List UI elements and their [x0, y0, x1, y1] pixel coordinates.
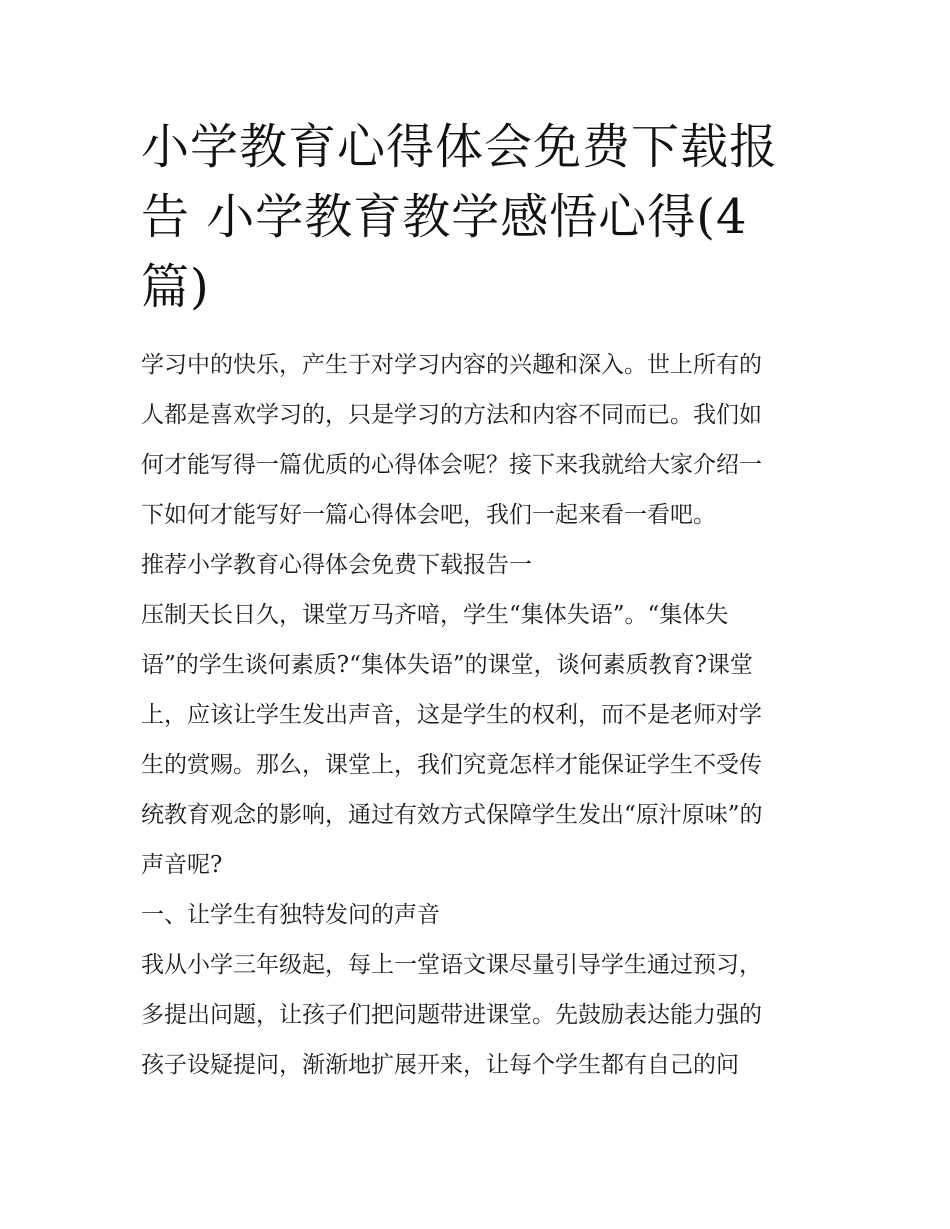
paragraph-line: 语”的学生谈何素质?“集体失语”的课堂，谈何素质教育?课堂: [141, 652, 753, 678]
section-heading: 推荐小学教育心得体会免费下载报告一: [141, 552, 532, 578]
paragraph-line: 上，应该让学生发出声音，这是学生的权利，而不是老师对学: [141, 702, 762, 728]
intro-line: 学习中的快乐，产生于对学习内容的兴趣和深入。世上所有的: [141, 352, 762, 378]
subsection-heading: 一、让学生有独特发问的声音: [141, 902, 440, 928]
paragraph-line: 压制天长日久，课堂万马齐喑，学生“集体失语”。“集体失: [141, 602, 729, 628]
paragraph-line: 孩子设疑提问，渐渐地扩展开来，让每个学生都有自己的问: [141, 1052, 739, 1078]
document-body: [141, 340, 813, 1090]
document-title: [141, 112, 813, 322]
title-line: 篇): [141, 259, 210, 315]
paragraph-line: 生的赏赐。那么，课堂上，我们究竟怎样才能保证学生不受传: [141, 752, 762, 778]
title-line: 告 小学教育教学感悟心得(4: [141, 189, 748, 245]
paragraph-line: 声音呢?: [141, 852, 223, 878]
intro-line: 人都是喜欢学习的，只是学习的方法和内容不同而已。我们如: [141, 402, 762, 428]
paragraph-line: 统教育观念的影响，通过有效方式保障学生发出“原汁原味”的: [141, 802, 763, 828]
title-line: 小学教育心得体会免费下载报: [141, 119, 779, 175]
document-content: [141, 112, 813, 1090]
intro-line: 何才能写得一篇优质的心得体会呢？接下来我就给大家介绍一: [141, 452, 762, 478]
paragraph-line: 我从小学三年级起，每上一堂语文课尽量引导学生通过预习，: [141, 952, 762, 978]
paragraph-line: 多提出问题，让孩子们把问题带进课堂。先鼓励表达能力强的: [141, 1002, 762, 1028]
intro-line: 下如何才能写好一篇心得体会吧，我们一起来看一看吧。: [141, 502, 716, 528]
